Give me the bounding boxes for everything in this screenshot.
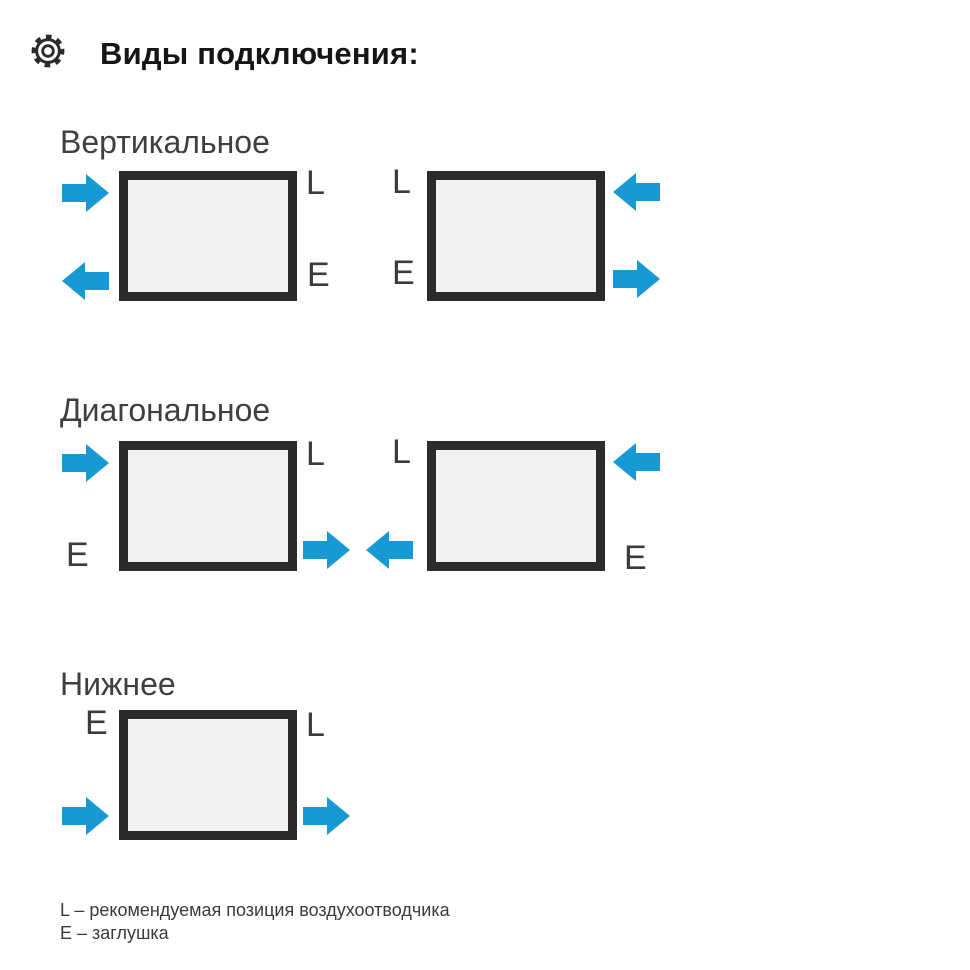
section-label-bottom: Нижнее [60,666,176,702]
port-label-L: L [306,435,325,473]
port-label-E: E [307,256,330,294]
legend [60,899,450,945]
port-label-E: E [85,704,108,742]
flow-in-arrow-icon [613,173,660,211]
section-label-diagonal: Диагональное [60,392,271,428]
radiator-body [427,171,605,301]
flow-out-arrow-icon [303,797,350,835]
port-label-E: E [392,254,415,292]
flow-out-arrow-icon [303,531,350,569]
flow-out-arrow-icon [62,262,109,300]
radiator-body [119,171,297,301]
gear-icon [27,30,69,72]
legend-line-E: E – заглушка [60,923,169,943]
radiator-body [119,441,297,571]
flow-in-arrow-icon [613,443,660,481]
flow-out-arrow-icon [366,531,413,569]
radiator-body [427,441,605,571]
port-label-L: L [392,433,411,471]
port-label-E: E [624,539,647,577]
page-title: Виды подключения: [100,36,419,71]
port-label-E: E [66,536,89,574]
port-label-L: L [392,163,411,201]
flow-in-arrow-icon [62,174,109,212]
port-label-L: L [306,706,325,744]
flow-in-arrow-icon [62,444,109,482]
section-label-vertical: Вертикальное [60,124,270,160]
flow-out-arrow-icon [613,260,660,298]
flow-in-arrow-icon [62,797,109,835]
port-label-L: L [306,164,325,202]
legend-line-L: L – рекомендуемая позиция воздухоотводчика [60,900,450,920]
radiator-body [119,710,297,840]
